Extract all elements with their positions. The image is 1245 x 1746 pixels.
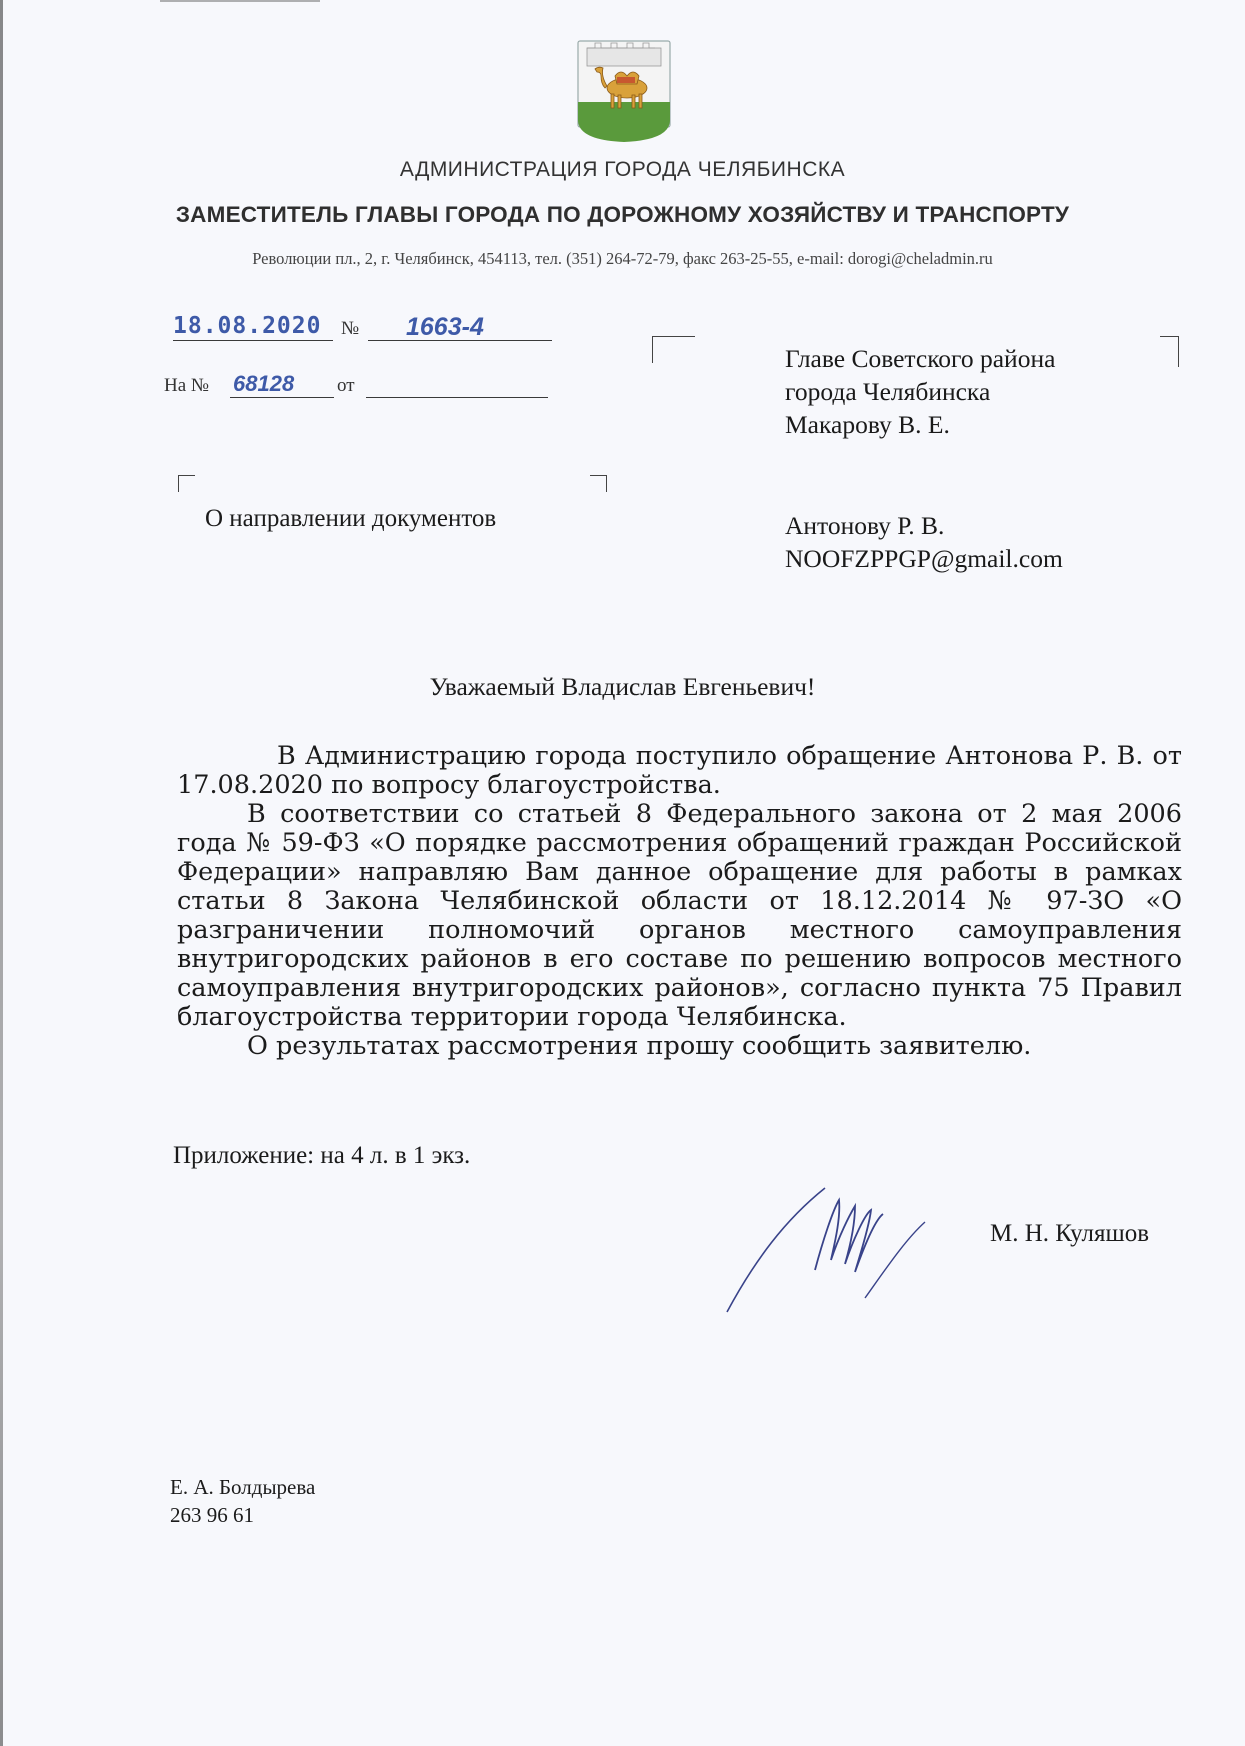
- body-paragraph-3: О результатах рассмотрения прошу сообщить заявителю.: [247, 1031, 1032, 1061]
- executor-phone: 263 96 61: [170, 1503, 254, 1527]
- organization-name: АДМИНИСТРАЦИЯ ГОРОДА ЧЕЛЯБИНСКА: [399, 158, 846, 181]
- number-line: [368, 340, 552, 341]
- cc-address: [785, 509, 1063, 575]
- greeting: Уважаемый Владислав Евгеньевич!: [429, 672, 816, 701]
- outgoing-number: 1663-4: [406, 313, 484, 341]
- number-label: №: [341, 318, 360, 339]
- scan-edge-top: [160, 0, 320, 2]
- signer-name: М. Н. Куляшов: [990, 1220, 1150, 1247]
- reply-number: 68128: [233, 371, 295, 396]
- reply-number-line: [230, 397, 334, 398]
- executor-name: Е. А. Болдырева: [170, 1475, 316, 1499]
- body-paragraph-2: В соответствии со статьей 8 Федерального закона от 2 мая 2006 года № 59-ФЗ «О порядке рассмотрения обращений граждан Российской Федерации» направляю Вам данное обращение для работы в рамках статьи 8 Закона Челябинской области от 18.12.2014 № 97-ЗО «О разграничении полномочий органов местного самоуправления внутригородских районов в его составе по решению вопросов местного самоуправления внутригородских районов», согласно пункта 75 Правил благоустройства территории города Челябинска.: [177, 799, 1182, 1032]
- attachment-note: Приложение: на 4 л. в 1 экз.: [173, 1142, 471, 1169]
- contact-details: Революции пл., 2, г. Челябинск, 454113, тел. (351) 264-72-79, факс 263-25-55, e-mail: dorogi@cheladmin.ru: [252, 249, 993, 268]
- recipient-corner-right: [1160, 336, 1179, 367]
- position-title: ЗАМЕСТИТЕЛЬ ГЛАВЫ ГОРОДА ПО ДОРОЖНОМУ ХОЗЯЙСТВУ И ТРАНСПОРТУ: [175, 202, 1070, 227]
- recipient-line-3: Макарову В. Е.: [785, 410, 950, 439]
- body-paragraph-1: В Администрацию города поступило обращение Антонова Р. В. от 17.08.2020 по вопросу благоустройства.: [177, 741, 1182, 800]
- reply-label: На №: [164, 375, 210, 396]
- subject-line: О направлении документов: [205, 505, 497, 532]
- from-label: от: [337, 375, 355, 396]
- date-stamp: 18.08.2020: [173, 313, 322, 339]
- recipient-address: [785, 342, 1055, 441]
- coat-of-arms-emblem: [577, 40, 671, 143]
- recipient-corner-left: [652, 336, 695, 363]
- handwritten-signature: [715, 1180, 935, 1320]
- recipient-line-1: Главе Советского района: [785, 344, 1056, 373]
- cc-line-1: Антонову Р. В.: [785, 511, 945, 540]
- recipient-line-2: города Челябинска: [785, 377, 991, 406]
- from-line: [366, 397, 548, 398]
- subject-corner-left: [178, 475, 195, 492]
- letter-body: [177, 742, 1182, 1061]
- date-line: [173, 340, 333, 341]
- executor-block: [170, 1473, 315, 1529]
- cc-line-2: NOOFZPPGP@gmail.com: [785, 544, 1063, 573]
- subject-corner-right: [590, 475, 607, 492]
